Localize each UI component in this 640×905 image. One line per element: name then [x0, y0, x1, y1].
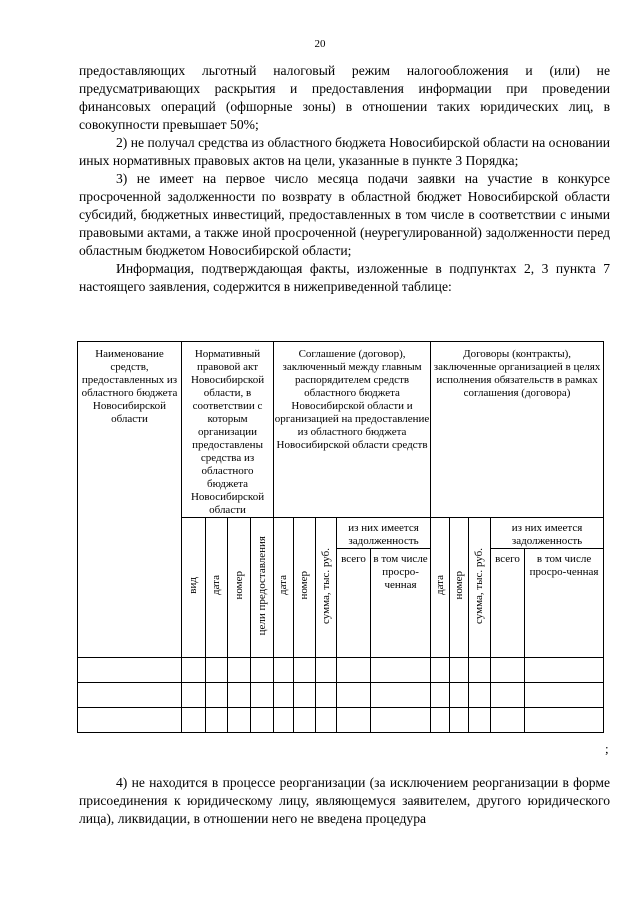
subheader-number: номер	[228, 518, 251, 658]
subheader-purpose: цели предоставления	[251, 518, 274, 658]
top-text-block	[79, 62, 610, 296]
subheader-agreement-total: всего	[337, 549, 371, 658]
paragraph-item-2: 2) не получал средства из областного бюджета Новосибирской области на основании иных нормативных правовых актов на цели, указанные в пункте 3 Порядка;	[79, 135, 610, 168]
table-row	[78, 658, 604, 683]
subheader-contract-sum: сумма, тыс. руб.	[469, 518, 491, 658]
subheader-contract-total: всего	[491, 549, 525, 658]
funds-table	[77, 341, 604, 733]
table-row	[78, 708, 604, 733]
paragraph-table-intro: Информация, подтверждающая факты, изложенные в подпунктах 2, 3 пункта 7 настоящего заявления, содержится в нижеприведенной таблице:	[79, 261, 610, 294]
subheader-contract-date: дата	[431, 518, 450, 658]
paragraph-item-4: 4) не находится в процессе реорганизации (за исключением реорганизации в форме присоединения к юридическому лицу, являющемуся заявителем, другого юридического лица), ликвидации, в отношении него не введена процедура	[79, 775, 610, 826]
header-legal-act: Нормативный правовой акт Новосибирской области, в соответствии с которым организации предоставлены средства из областного бюджета Новосибирской области	[182, 342, 274, 518]
subheader-contract-overdue: в том числе просро-ченная	[525, 549, 604, 658]
header-funds-name: Наименование средств, предоставленных из областного бюджета Новосибирской области	[78, 342, 182, 658]
paragraph-item-3: 3) не имеет на первое число месяца подачи заявки на участие в конкурсе просроченной задолженности по возврату в областной бюджет Новосибирской области субсидий, бюджетных инвестиций, предоставленных в том числе в соответствии с иными правовыми актами, а также иной просроченной (неурегулированной) задолженности перед областным бюджетом Новосибирской области;	[79, 171, 610, 258]
subheader-contract-number: номер	[450, 518, 469, 658]
subheader-vid: вид	[182, 518, 206, 658]
paragraph-continuation: предоставляющих льготный налоговый режим налогообложения и (или) не предусматривающих раскрытия и предоставления информации при проведении финансовых операций (офшорные зоны) в отношении таких юридических лиц, в совокупности превышает 50%;	[79, 63, 610, 132]
subheader-agreement-overdue: в том числе просро-ченная	[371, 549, 431, 658]
bottom-text-block	[79, 774, 610, 828]
header-contracts: Договоры (контракты), заключенные организацией в целях исполнения обязательств в рамках соглашения (договора)	[431, 342, 604, 518]
table-row	[78, 683, 604, 708]
subheader-date: дата	[206, 518, 228, 658]
subheader-agreement-sum: сумма, тыс. руб.	[316, 518, 337, 658]
table-trailing-semicolon: ;	[605, 741, 609, 756]
subheader-agreement-debt: из них имеется задолженность	[337, 518, 431, 549]
subheader-agreement-date: дата	[274, 518, 294, 658]
page-number: 20	[314, 38, 326, 50]
header-agreement: Соглашение (договор), заключенный между главным распорядителем средств областного бюджета Новосибирской области и организацией на предоставление из областного бюджета Новосибирской области средств	[274, 342, 431, 518]
subheader-contract-debt: из них имеется задолженность	[491, 518, 604, 549]
subheader-agreement-number: номер	[294, 518, 316, 658]
